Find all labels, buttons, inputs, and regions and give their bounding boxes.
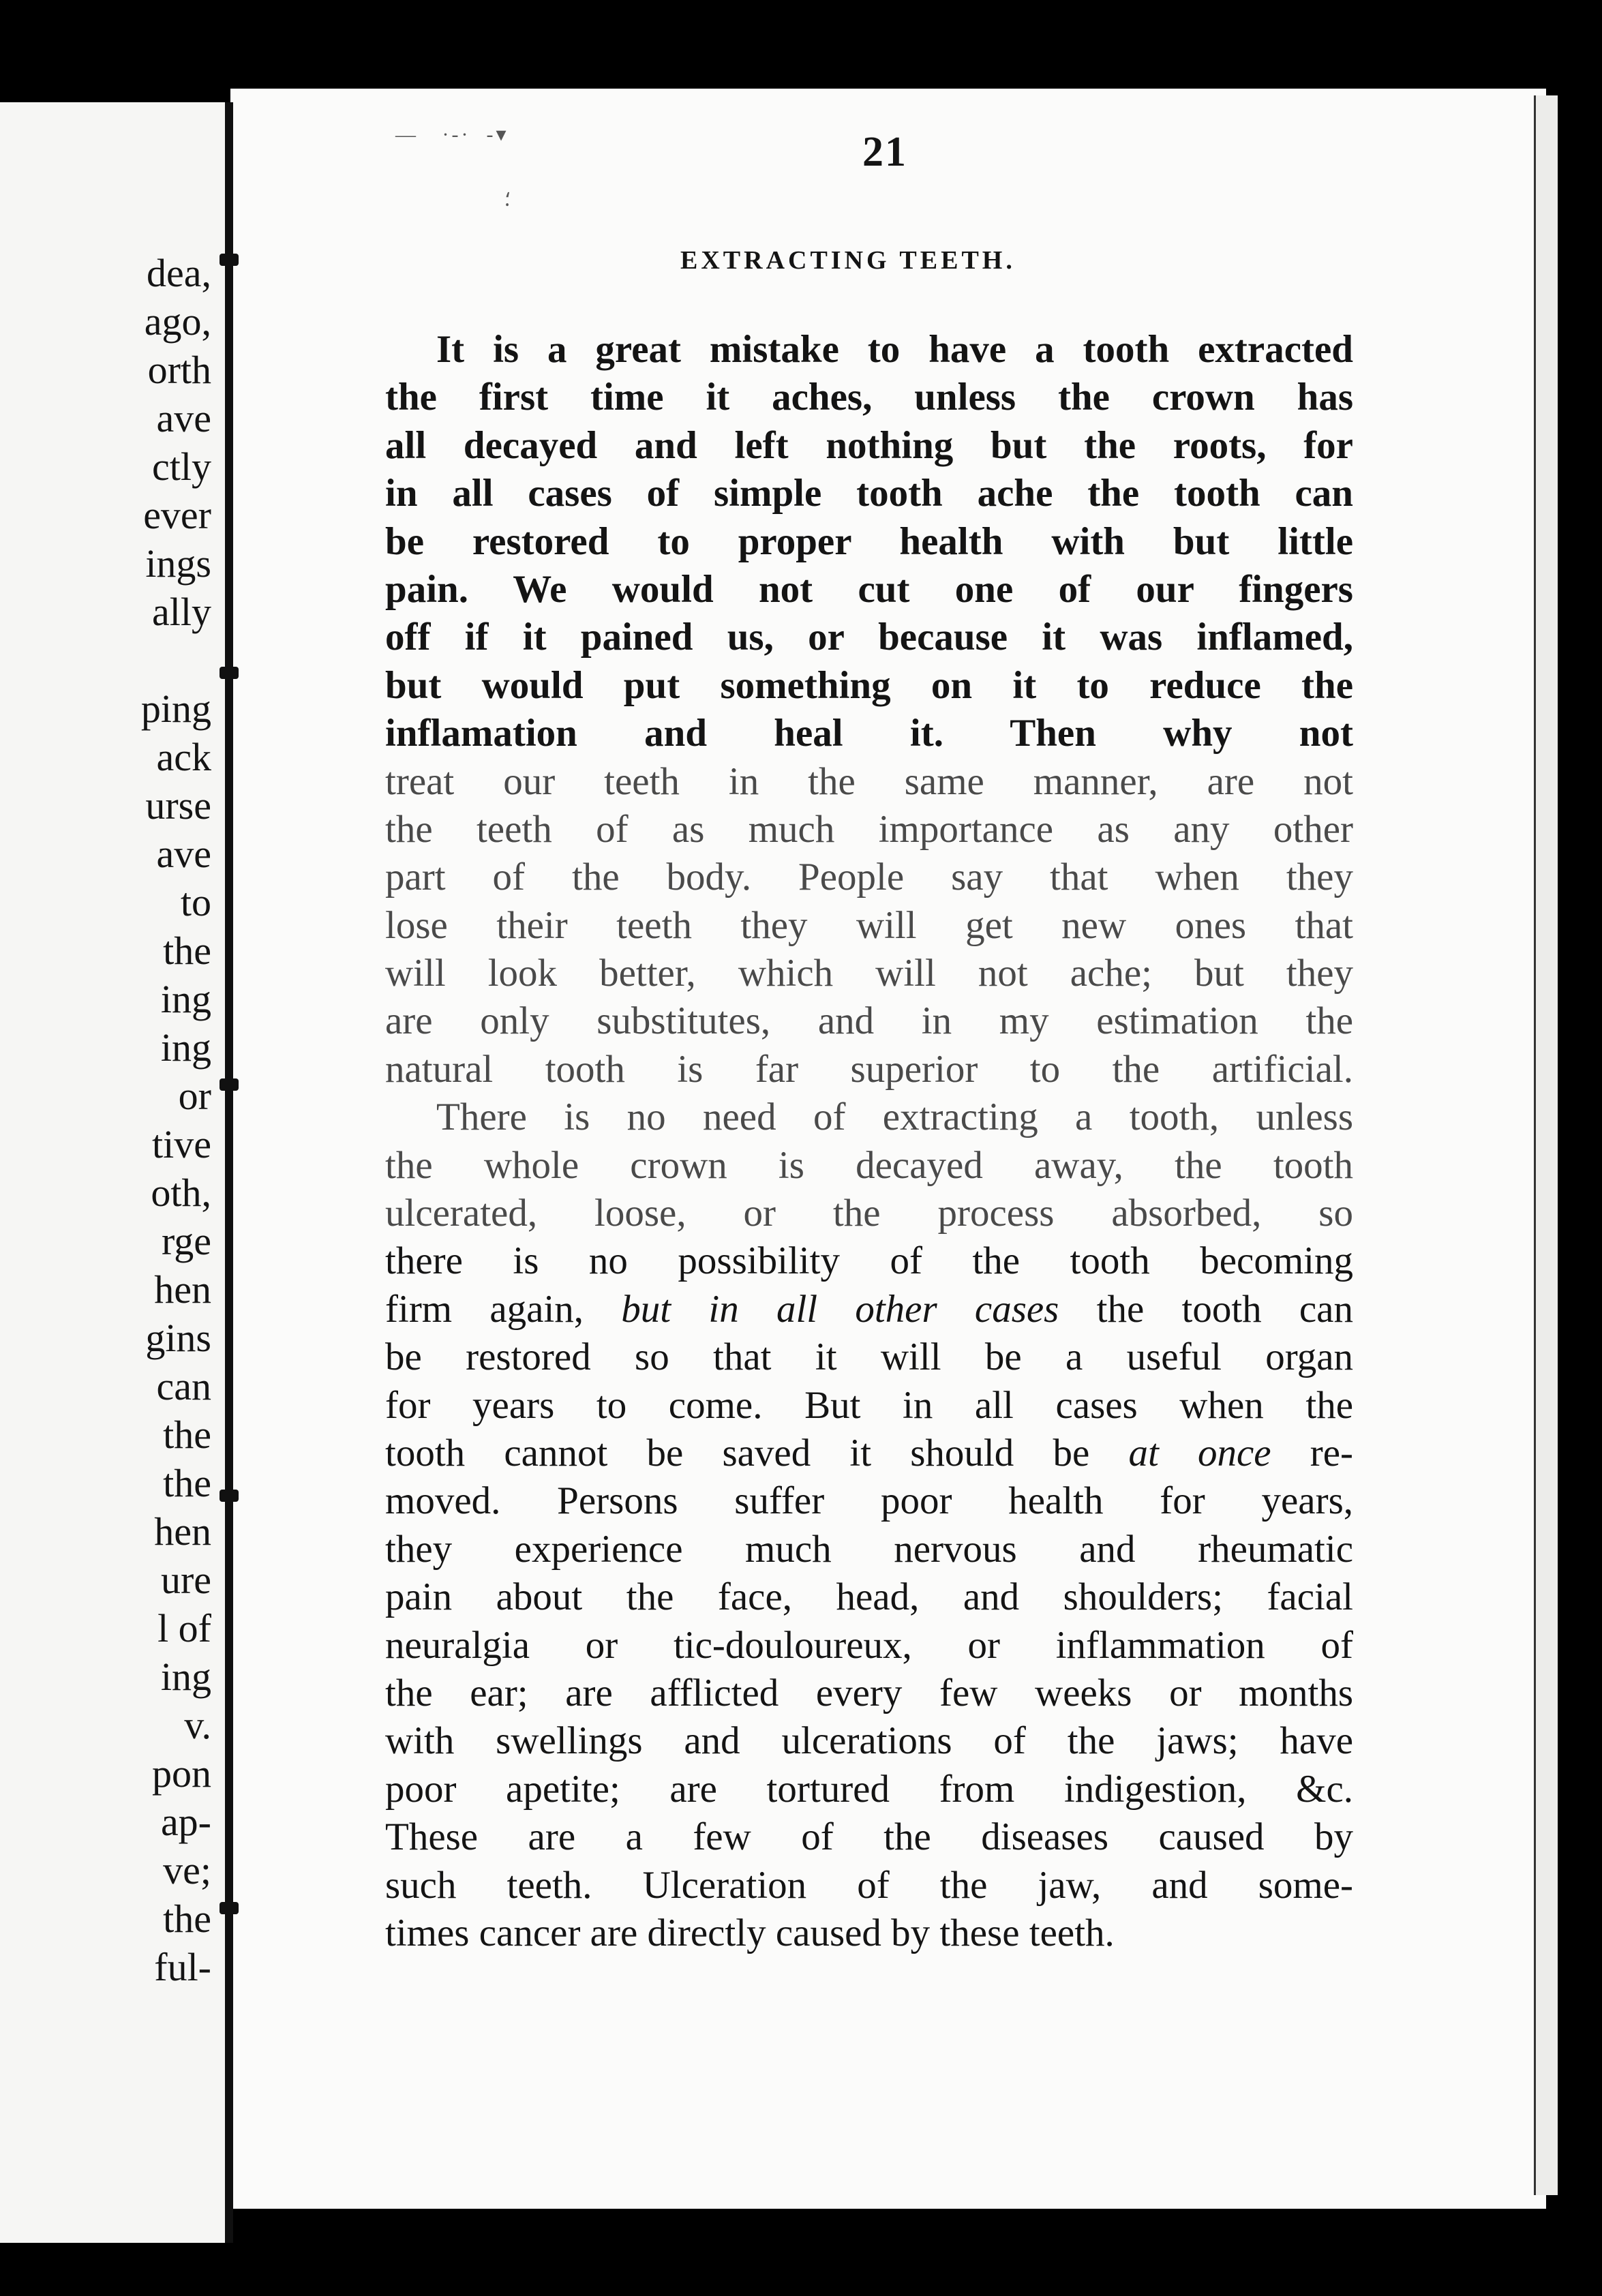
text-line: for years to come. But in all cases when the: [385, 1383, 1353, 1427]
fragment-line: pon: [152, 1751, 211, 1796]
book-gutter: [225, 102, 233, 2243]
fragment-line: can: [156, 1364, 211, 1408]
text-line: times cancer are directly caused by these teeth.: [385, 1911, 1115, 1954]
fragment-line: l of: [157, 1606, 211, 1650]
print-smudge: — ·-· -▾: [395, 123, 509, 146]
fragment-line: ful-: [154, 1945, 211, 1989]
fragment-line: ing: [160, 1025, 211, 1070]
fragment-line: ure: [160, 1558, 211, 1602]
text-line: will look better, which will not ache; but they: [385, 952, 1353, 995]
fragment-line: ings: [145, 541, 211, 586]
fragment-line: hen: [154, 1267, 211, 1312]
fragment-line: tive: [152, 1122, 211, 1166]
text-line: It is a great mistake to have a tooth extracted: [436, 328, 1353, 371]
text-line: natural tooth is far superior to the artificial.: [385, 1047, 1353, 1091]
left-page-cropped: [0, 102, 230, 2243]
text-line: the whole crown is decayed away, the tooth: [385, 1143, 1353, 1187]
page-number: 21: [862, 129, 907, 175]
fragment-line: oth,: [151, 1170, 211, 1215]
fragment-line: hen: [154, 1509, 211, 1554]
text-line: poor apetite; are tortured from indigestion, &c.: [385, 1767, 1353, 1811]
left-page-line-fragments: [0, 249, 221, 1991]
text-line: [385, 1430, 1353, 1477]
fragment-line: ave: [156, 396, 211, 440]
page-edge: [1534, 95, 1558, 2195]
text-line: [385, 1286, 1353, 1333]
text-line: with swellings and ulcerations of the jaws; have: [385, 1719, 1353, 1763]
text-line: pain about the face, head, and shoulders; facial: [385, 1575, 1353, 1619]
text-line: pain. We would not cut one of our fingers: [385, 567, 1353, 611]
fragment-line: v.: [184, 1703, 211, 1747]
text-line: the first time it aches, unless the crown has: [385, 376, 1353, 419]
fragment-line: ago,: [144, 299, 211, 344]
fragment-line: ever: [143, 493, 211, 537]
text-line: off if it pained us, or because it was inflamed,: [385, 616, 1353, 659]
text-line: all decayed and left nothing but the roots, for: [385, 423, 1353, 467]
fragment-line: ack: [156, 735, 211, 779]
fragment-line: ing: [160, 977, 211, 1021]
fragment-line: the: [163, 1413, 211, 1457]
text-line: neuralgia or tic-douloureux, or inflammation of: [385, 1623, 1353, 1667]
text-line: There is no need of extracting a tooth, unless: [436, 1096, 1353, 1139]
text-line: ulcerated, loose, or the process absorbed, so: [385, 1192, 1353, 1235]
text-line: in all cases of simple tooth ache the tooth can: [385, 472, 1353, 515]
text-run: tooth cannot be saved it should be: [385, 1431, 1090, 1475]
text-line: such teeth. Ulceration of the jaw, and some-: [385, 1863, 1353, 1907]
fragment-line: gins: [145, 1316, 211, 1360]
gutter-notch: [220, 1902, 239, 1914]
fragment-line: ctly: [152, 444, 211, 489]
fragment-line: ve;: [163, 1848, 211, 1892]
text-line: treat our teeth in the same manner, are not: [385, 759, 1353, 803]
fragment-line: the: [163, 928, 211, 973]
fragment-line: the: [163, 1897, 211, 1941]
fragment-line: rge: [161, 1219, 211, 1263]
text-line: moved. Persons suffer poor health for years,: [385, 1479, 1353, 1523]
gutter-notch: [220, 1078, 239, 1091]
fragment-line: to: [180, 880, 211, 924]
text-line: be restored so that it will be a useful organ: [385, 1335, 1353, 1379]
fragment-line: or: [178, 1074, 211, 1118]
text-line: the ear; are afflicted every few weeks or months: [385, 1671, 1353, 1715]
print-smudge: ⸵: [504, 188, 513, 211]
gutter-notch: [220, 667, 239, 679]
text-line: These are a few of the diseases caused by: [385, 1815, 1353, 1859]
text-line: are only substitutes, and in my estimation the: [385, 999, 1353, 1043]
text-line: part of the body. People say that when they: [385, 856, 1353, 899]
gutter-notch: [220, 254, 239, 266]
fragment-line: dea,: [147, 251, 211, 295]
fragment-line: [0, 636, 221, 684]
fragment-line: urse: [145, 783, 211, 828]
text-line: there is no possibility of the tooth becoming: [385, 1239, 1353, 1283]
fragment-line: ave: [156, 832, 211, 876]
italic-emphasis: at once: [1128, 1431, 1271, 1475]
text-line: be restored to proper health with but little: [385, 519, 1353, 563]
fragment-line: ally: [152, 590, 211, 634]
fragment-line: ap-: [160, 1800, 211, 1844]
body-text: [385, 326, 1353, 1957]
text-line: lose their teeth they will get new ones that: [385, 903, 1353, 947]
text-run: re-: [1310, 1431, 1353, 1475]
text-line: inflamation and heal it. Then why not: [385, 712, 1353, 755]
fragment-line: ing: [160, 1655, 211, 1699]
gutter-notch: [220, 1490, 239, 1502]
text-line: the teeth of as much importance as any other: [385, 807, 1353, 851]
running-head: EXTRACTING TEETH.: [680, 246, 1016, 275]
italic-emphasis: but in all other cases: [621, 1287, 1059, 1331]
fragment-line: ping: [140, 686, 211, 731]
fragment-line: the: [163, 1461, 211, 1505]
text-run: firm again,: [385, 1287, 584, 1331]
fragment-line: orth: [147, 348, 211, 392]
text-run: the tooth can: [1096, 1287, 1353, 1331]
text-line: they experience much nervous and rheumatic: [385, 1527, 1353, 1571]
text-line: but would put something on it to reduce the: [385, 663, 1353, 707]
